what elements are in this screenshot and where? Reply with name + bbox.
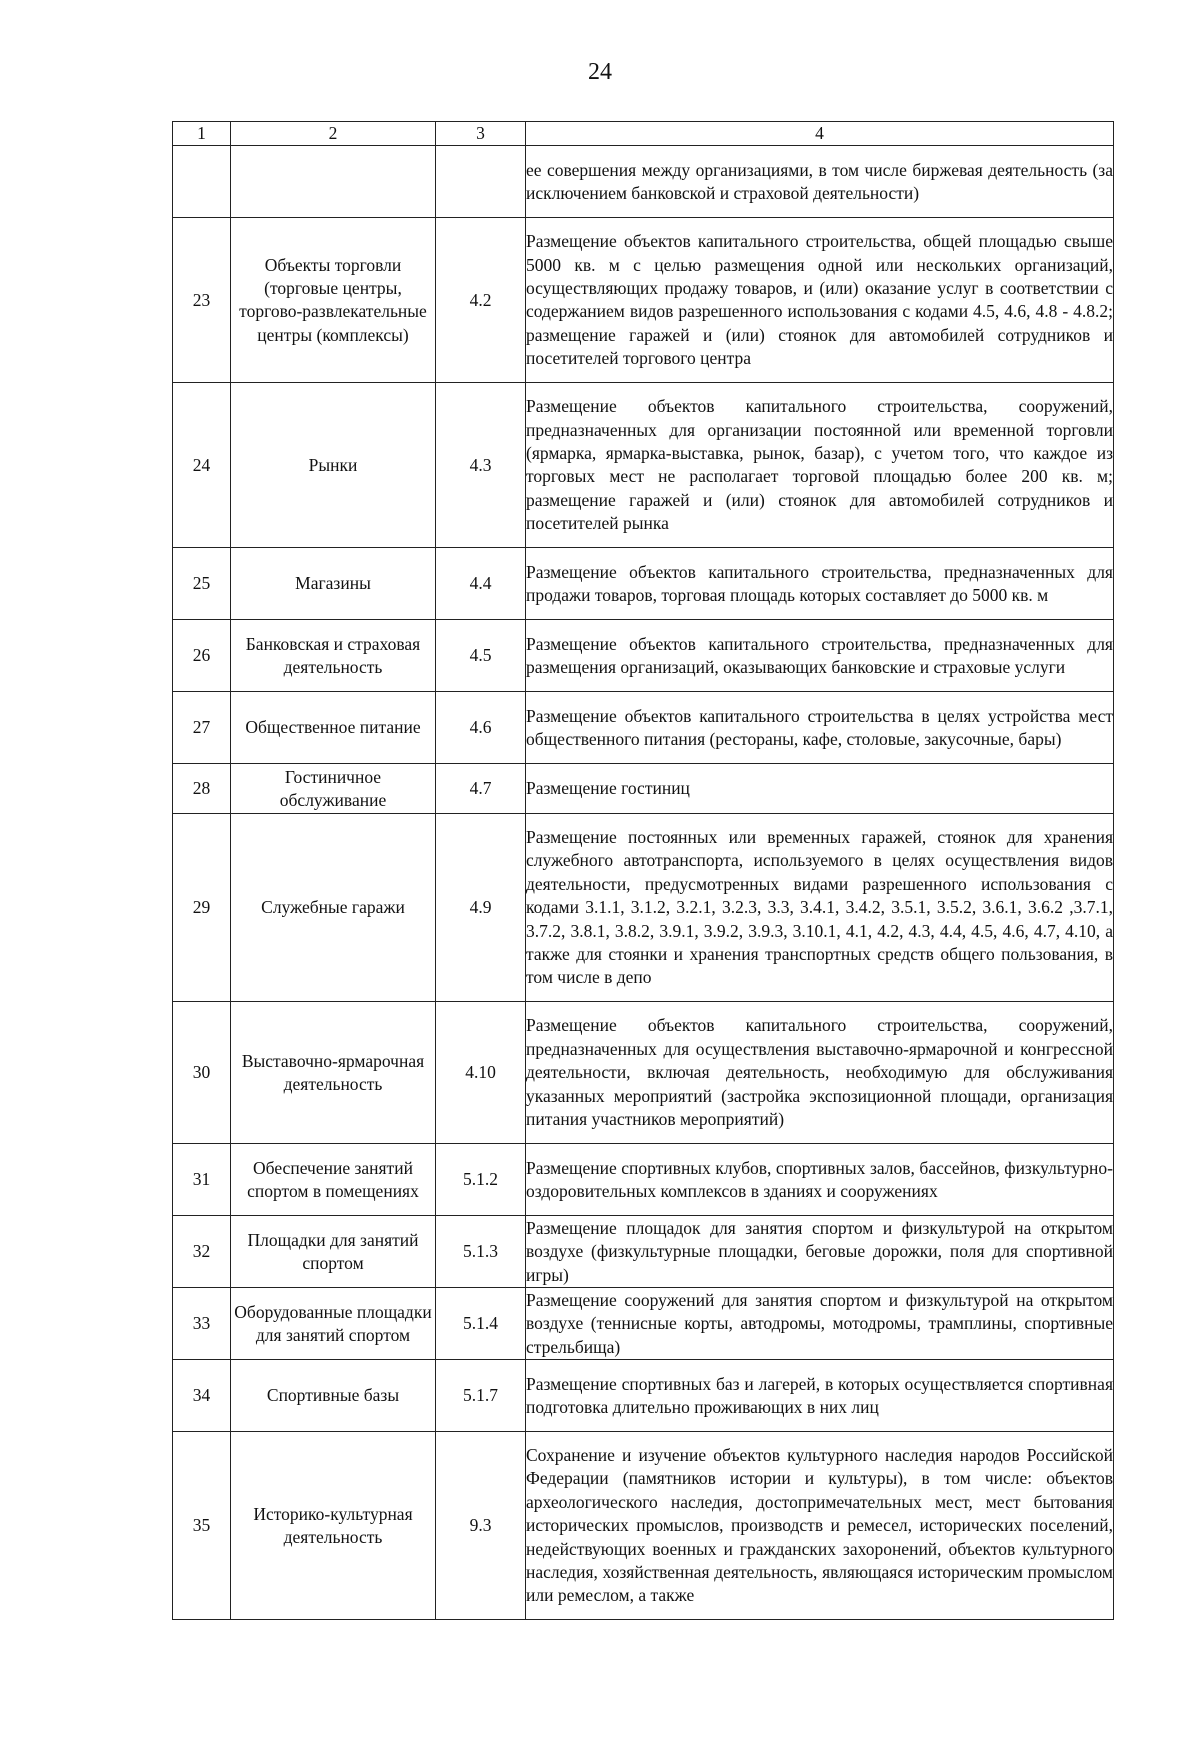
header-col-3: 3	[436, 122, 526, 146]
row-code: 4.7	[436, 764, 526, 814]
row-number: 27	[173, 692, 231, 764]
row-code: 4.4	[436, 548, 526, 620]
row-code: 4.6	[436, 692, 526, 764]
table-header-row	[173, 122, 1114, 146]
row-description: Размещение площадок для занятия спортом и физкультурой на открытом воздухе (физкультурные площадки, беговые дорожки, поля для спортивной игры)	[526, 1216, 1114, 1288]
row-name: Общественное питание	[231, 692, 436, 764]
row-number	[173, 146, 231, 218]
row-number: 34	[173, 1360, 231, 1432]
row-code: 5.1.7	[436, 1360, 526, 1432]
row-code: 5.1.2	[436, 1144, 526, 1216]
page-number: 24	[588, 59, 612, 85]
row-name: Банковская и страховая деятельность	[231, 620, 436, 692]
table-row	[173, 692, 1114, 764]
row-description: Размещение объектов капитального строительства, общей площадью свыше 5000 кв. м с целью размещения одной или нескольких организаций, осуществляющих продажу товаров, и (или) оказание услуг в соответствии с содержанием видов разрешенного использования с кодами 4.5, 4.6, 4.8 - 4.8.2; размещение гаражей и (или) стоянок для автомобилей сотрудников и посетителей торгового центра	[526, 218, 1114, 383]
row-code	[436, 146, 526, 218]
row-code: 4.3	[436, 383, 526, 548]
row-name: Магазины	[231, 548, 436, 620]
row-description: Размещение объектов капитального строительства, предназначенных для продажи товаров, торговая площадь которых составляет до 5000 кв. м	[526, 548, 1114, 620]
row-name: Оборудованные площадки для занятий спортом	[231, 1288, 436, 1360]
header-col-2: 2	[231, 122, 436, 146]
row-number: 26	[173, 620, 231, 692]
row-description: Размещение объектов капитального строительства, сооружений, предназначенных для осуществления выставочно-ярмарочной и конгрессной деятельности, включая деятельность, необходимую для обслуживания указанных мероприятий (застройка экспозиционной площади, организация питания участников мероприятий)	[526, 1002, 1114, 1144]
row-name: Выставочно-ярмарочная деятельность	[231, 1002, 436, 1144]
row-name: Историко-культурная деятельность	[231, 1432, 436, 1620]
table-row	[173, 1216, 1114, 1288]
row-code: 9.3	[436, 1432, 526, 1620]
row-description: Размещение спортивных баз и лагерей, в которых осуществляется спортивная подготовка длительно проживающих в них лиц	[526, 1360, 1114, 1432]
row-code: 4.5	[436, 620, 526, 692]
row-name: Рынки	[231, 383, 436, 548]
table-row	[173, 1144, 1114, 1216]
header-col-4: 4	[526, 122, 1114, 146]
table-row	[173, 548, 1114, 620]
row-code: 4.9	[436, 814, 526, 1002]
row-number: 30	[173, 1002, 231, 1144]
row-description: Размещение объектов капитального строительства, сооружений, предназначенных для организации постоянной или временной торговли (ярмарка, ярмарка-выставка, рынок, базар), с учетом того, что каждое из торговых мест не располагает торговой площадью более 200 кв. м; размещение гаражей и (или) стоянок для автомобилей сотрудников и посетителей рынка	[526, 383, 1114, 548]
row-description: Размещение объектов капитального строительства, предназначенных для размещения организаций, оказывающих банковские и страховые услуги	[526, 620, 1114, 692]
row-number: 28	[173, 764, 231, 814]
row-description: Размещение постоянных или временных гаражей, стоянок для хранения служебного автотранспорта, используемого в целях осуществления видов деятельности, предусмотренных видами разрешенного использования с кодами 3.1.1, 3.1.2, 3.2.1, 3.2.3, 3.3, 3.4.1, 3.4.2, 3.5.1, 3.5.2, 3.6.1, 3.6.2 ,3.7.1, 3.7.2, 3.8.1, 3.8.2, 3.9.1, 3.9.2, 3.9.3, 3.10.1, 4.1, 4.2, 4.3, 4.4, 4.5, 4.6, 4.7, 4.10, а также для стоянки и хранения транспортных средств общего пользования, в том числе в депо	[526, 814, 1114, 1002]
row-number: 33	[173, 1288, 231, 1360]
row-name: Площадки для занятий спортом	[231, 1216, 436, 1288]
table-row	[173, 764, 1114, 814]
header-col-1: 1	[173, 122, 231, 146]
row-name	[231, 146, 436, 218]
row-number: 24	[173, 383, 231, 548]
row-number: 29	[173, 814, 231, 1002]
table-row	[173, 1360, 1114, 1432]
table-row	[173, 383, 1114, 548]
row-code: 4.10	[436, 1002, 526, 1144]
row-number: 31	[173, 1144, 231, 1216]
table-row	[173, 218, 1114, 383]
row-description: Размещение сооружений для занятия спортом и физкультурой на открытом воздухе (теннисные корты, автодромы, мотодромы, трамплины, спортивные стрельбища)	[526, 1288, 1114, 1360]
table-row	[173, 814, 1114, 1002]
row-code: 5.1.4	[436, 1288, 526, 1360]
row-name: Гостиничное обслуживание	[231, 764, 436, 814]
row-description: Сохранение и изучение объектов культурного наследия народов Российской Федерации (памятников истории и культуры), в том числе: объектов археологического наследия, достопримечательных мест, мест бытования исторических промыслов, производств и ремесел, исторических поселений, недействующих военных и гражданских захоронений, объектов культурного наследия, хозяйственная деятельность, являющаяся историческим промыслом или ремеслом, а также	[526, 1432, 1114, 1620]
row-number: 23	[173, 218, 231, 383]
row-name: Объекты торговли (торговые центры, торгово-развлекательные центры (комплексы)	[231, 218, 436, 383]
row-number: 25	[173, 548, 231, 620]
row-name: Служебные гаражи	[231, 814, 436, 1002]
row-description: Размещение спортивных клубов, спортивных залов, бассейнов, физкультурно-оздоровительных комплексов в зданиях и сооружениях	[526, 1144, 1114, 1216]
table-row	[173, 1288, 1114, 1360]
row-description: ее совершения между организациями, в том числе биржевая деятельность (за исключением банковской и страховой деятельности)	[526, 146, 1114, 218]
row-name: Обеспечение занятий спортом в помещениях	[231, 1144, 436, 1216]
row-name: Спортивные базы	[231, 1360, 436, 1432]
row-code: 5.1.3	[436, 1216, 526, 1288]
row-number: 32	[173, 1216, 231, 1288]
row-number: 35	[173, 1432, 231, 1620]
row-code: 4.2	[436, 218, 526, 383]
table-row	[173, 1002, 1114, 1144]
row-description: Размещение объектов капитального строительства в целях устройства мест общественного питания (рестораны, кафе, столовые, закусочные, бары)	[526, 692, 1114, 764]
table-row	[173, 620, 1114, 692]
table-row	[173, 146, 1114, 218]
row-description: Размещение гостиниц	[526, 764, 1114, 814]
land-use-table	[172, 121, 1114, 1620]
table-row	[173, 1432, 1114, 1620]
